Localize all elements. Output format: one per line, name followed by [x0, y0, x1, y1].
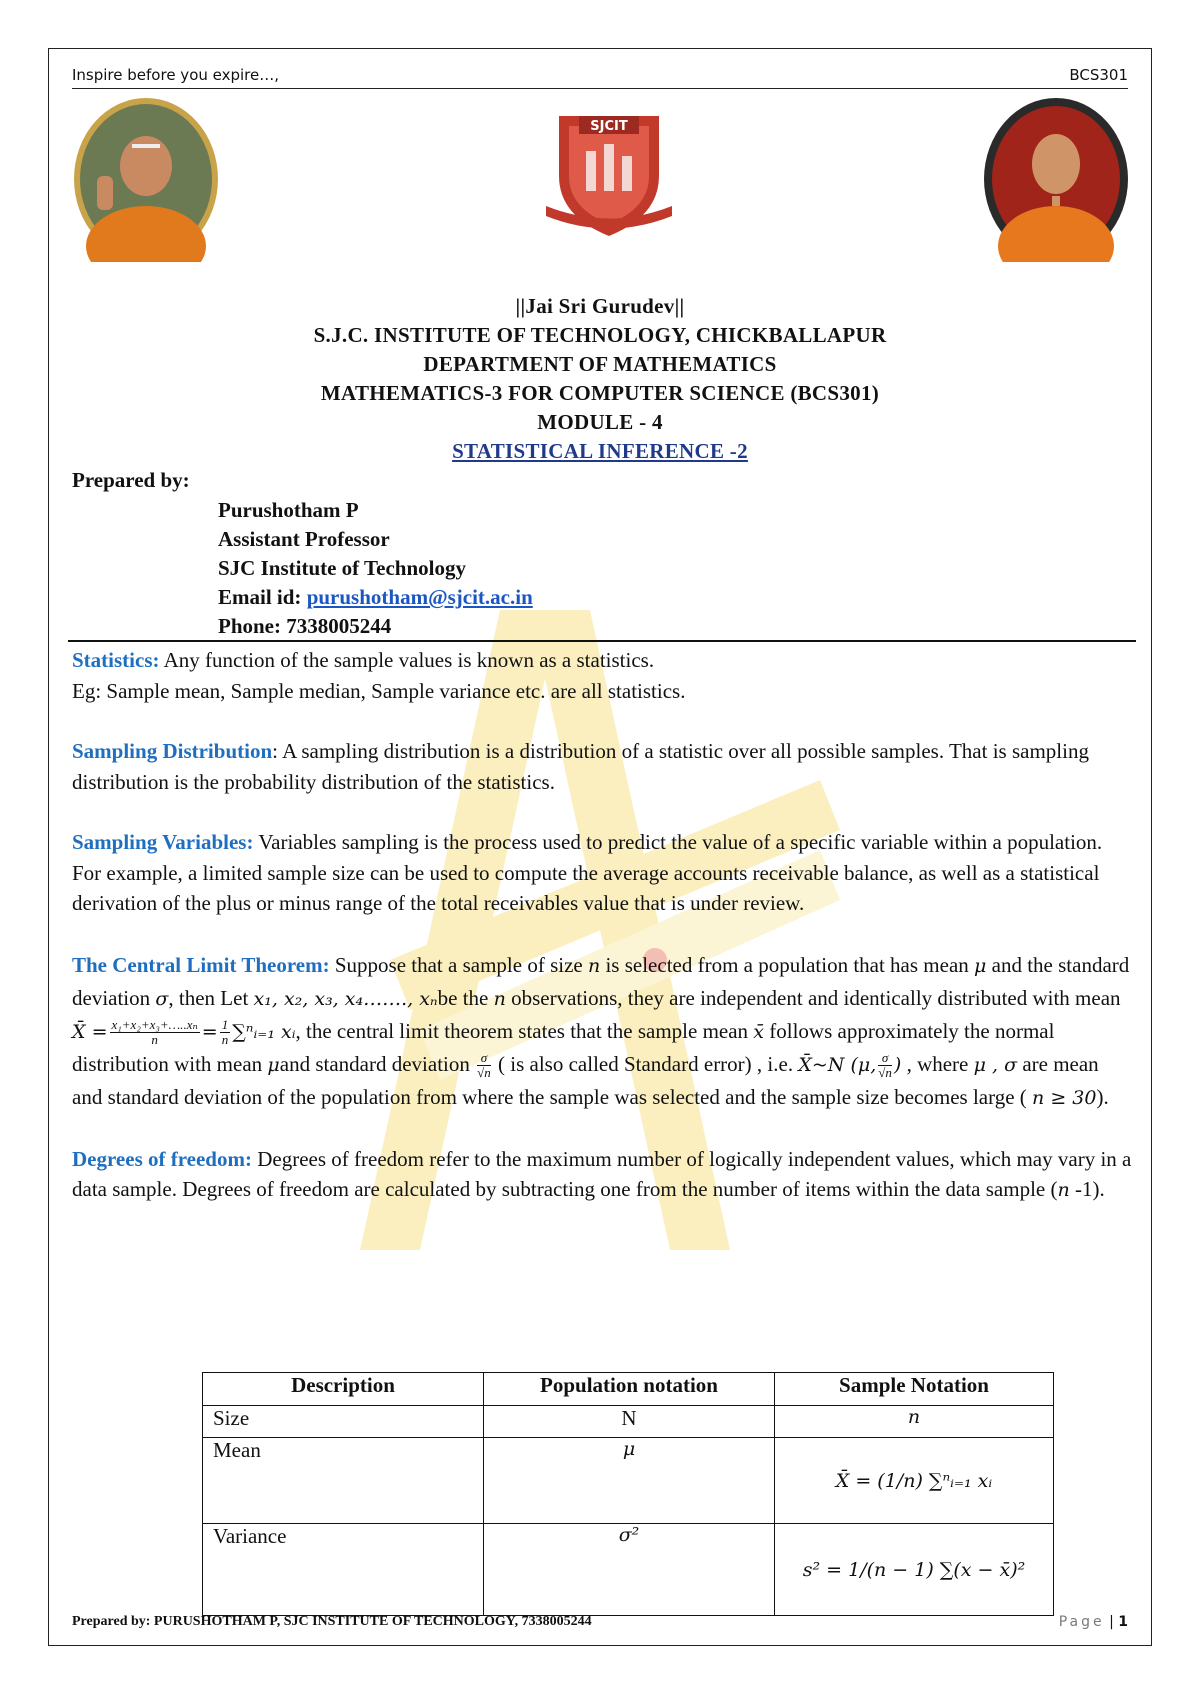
page-header [72, 66, 1128, 89]
author-details [218, 496, 533, 641]
header-course-code: BCS301 [1069, 66, 1128, 84]
clt-term: The Central Limit Theorem: [72, 952, 330, 977]
blessing-line: ||Jai Sri Gurudev|| [515, 294, 685, 318]
table-cell: N [484, 1406, 775, 1438]
std-error-fraction: $\frac{\sigma}{√n}$ [477, 1050, 491, 1081]
sjcit-logo [524, 96, 694, 246]
sampling-variables-paragraph: Sampling Variables: Variables sampling is the process used to predict the value of a specific variable within a population. For example, a limited sample size can be used to compute the average accounts receivable balance, as well as a statistical derivation of the plus or minus range of the total receivables value that is under review. [72, 830, 1103, 915]
page-number: Page | 1 [1058, 1614, 1128, 1630]
module-number: MODULE - 4 [537, 410, 663, 434]
svg-text:SJCIT: SJCIT [590, 119, 628, 134]
author-phone: Phone: 7338005244 [218, 614, 392, 638]
table-row [203, 1524, 1054, 1616]
department-name: DEPARTMENT OF MATHEMATICS [423, 352, 777, 376]
dof-term: Degrees of freedom: [72, 1146, 252, 1171]
table-header: Description [203, 1373, 484, 1406]
table-row [203, 1406, 1054, 1438]
table-header-row [203, 1373, 1054, 1406]
author-role: Assistant Professor [218, 527, 390, 551]
table-cell: σ² [484, 1524, 775, 1616]
statistics-paragraph: Statistics: Any function of the sample values is known as a statistics. [72, 648, 655, 672]
email-label: Email id: [218, 585, 307, 609]
module-topic: STATISTICAL INFERENCE -2 [452, 439, 748, 463]
table-cell: Size [203, 1406, 484, 1438]
table-cell: s² = 1/(n − 1) ∑(x − x̄)² [775, 1524, 1054, 1616]
mean-fraction: $\frac{\text{x₁+x₂+x₃+…..xₙ}}{n}$ [111, 1017, 198, 1048]
statistics-example: Eg: Sample mean, Sample median, Sample variance etc. are all statistics. [72, 678, 686, 703]
author-name: Purushotham P [218, 498, 359, 522]
sampling-distribution-paragraph: Sampling Distribution: A sampling distribution is a distribution of a statistic over all possible samples. That is sampling distribution is the probability distribution of the statistics. [72, 739, 1089, 794]
sampling-variables-term: Sampling Variables: [72, 830, 254, 854]
footer-credit: Prepared by: PURUSHOTHAM P, SJC INSTITUTE OF TECHNOLOGY, 7338005244 [72, 1614, 592, 1629]
content-body [72, 645, 1132, 1236]
table-cell: Mean [203, 1438, 484, 1524]
table-cell: Variance [203, 1524, 484, 1616]
course-name: MATHEMATICS-3 FOR COMPUTER SCIENCE (BCS301) [320, 381, 880, 405]
degrees-of-freedom-paragraph: Degrees of freedom: Degrees of freedom refer to the maximum number of logically independent values, which may vary in a data sample. Degrees of freedom are calculated by subtracting one from the number of items within the data sample (n -1). [72, 1146, 1132, 1201]
statistics-term: Statistics: [72, 648, 160, 672]
notation-table [202, 1372, 1054, 1616]
institute-name: S.J.C. INSTITUTE OF TECHNOLOGY, CHICKBALLAPUR [313, 323, 887, 347]
right-portrait-image [982, 96, 1130, 262]
title-block [0, 292, 1200, 466]
email-link[interactable]: purushotham@sjcit.ac.in [306, 585, 533, 609]
table-header: Population notation [484, 1373, 775, 1406]
table-header: Sample Notation [775, 1373, 1054, 1406]
table-cell: μ [484, 1438, 775, 1524]
left-portrait-image [72, 96, 220, 262]
header-motto: Inspire before you expire…, [72, 66, 280, 84]
table-row [203, 1438, 1054, 1524]
author-org: SJC Institute of Technology [218, 556, 466, 580]
section-divider [68, 640, 1136, 642]
author-email-line [218, 583, 533, 612]
prepared-by-label: Prepared by: [72, 468, 190, 492]
sampling-distribution-term: Sampling Distribution [72, 739, 273, 763]
table-cell: n [775, 1406, 1054, 1438]
clt-paragraph: The Central Limit Theorem: Suppose that a sample of size n is selected from a population that has mean μ and the standard deviation σ, then Let x₁, x₂, x₃, x₄……., xₙbe the n observations, they are independent and identically distributed with mean X̄ = $\frac{\text{x₁+x₂+x₃+…..xₙ}}{n}$ = $\frac{1}{n}$ ∑ⁿᵢ₌₁ xᵢ, the central limit theorem states that the sample mean x̄ follows approximately the normal distribution with mean μand standard deviation $\frac{\sigma}{√n}$ ( is also called Standard error) , i.e. X̄~N (μ, $\frac{\sigma}{√n}$ ) , where μ , σ are mean and standard deviation of the population from where the sample was selected and the sample size becomes large ( n ≥ 30). [72, 952, 1130, 1109]
table-cell: X̄ = (1/n) ∑ⁿᵢ₌₁ xᵢ [775, 1438, 1054, 1524]
